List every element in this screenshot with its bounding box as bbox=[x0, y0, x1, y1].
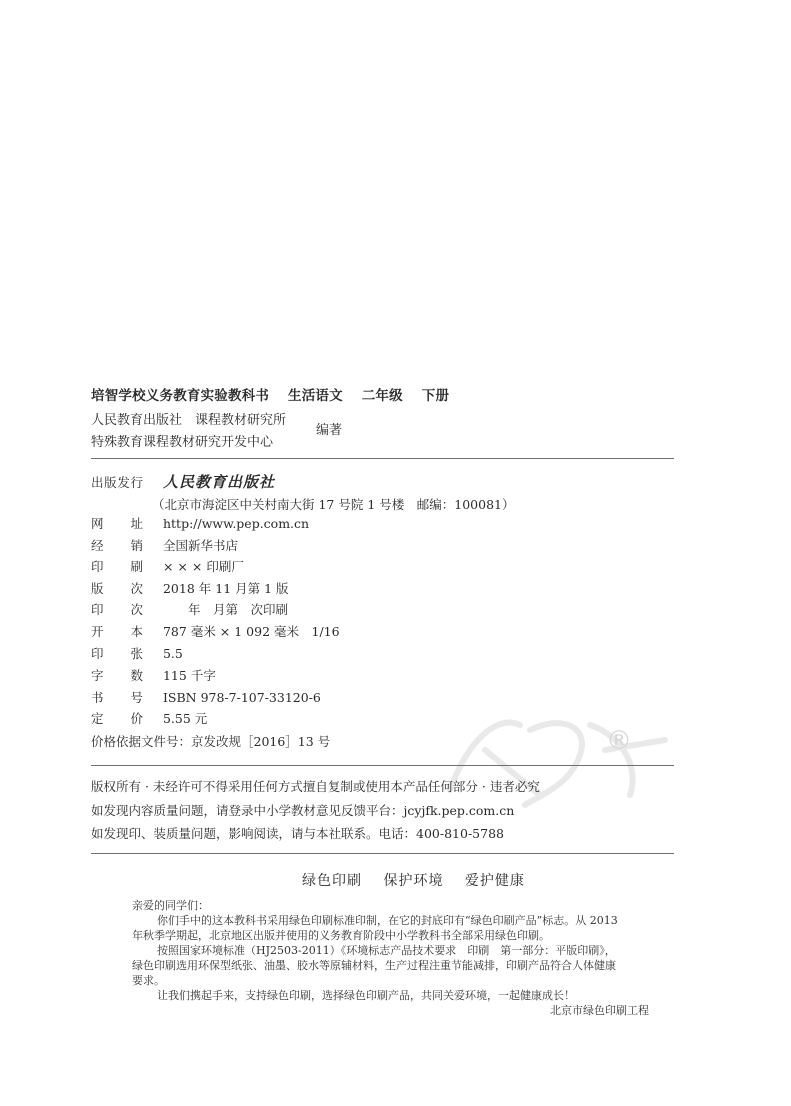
book-title-line bbox=[91, 384, 463, 404]
letter-paragraph-line: 你们手中的这本教科书采用绿色印刷标准印制，在它的封底印有“绿色印刷产品”标志。从 2013 bbox=[157, 914, 618, 927]
imprint-row bbox=[91, 666, 216, 686]
imprint-value: 5.5 bbox=[162, 646, 183, 661]
imprint-label: 印 刷 bbox=[91, 559, 143, 574]
slogan-item: 保护环境 bbox=[383, 873, 444, 889]
imprint-label: 印 次 bbox=[91, 602, 143, 617]
registered-trademark-icon: ® bbox=[606, 726, 632, 756]
imprint-row bbox=[91, 557, 244, 577]
publisher-line-1: 人民教育出版社 课程教材研究所 bbox=[91, 413, 287, 428]
divider-2 bbox=[91, 765, 674, 766]
letter-paragraph-line: 按照国家环境标准（HJ2503-2011）《环境标志产品技术要求 印刷 第一部分：平版印刷》， bbox=[157, 944, 616, 957]
imprint-label: 印 张 bbox=[91, 646, 143, 661]
imprint-label: 网 址 bbox=[91, 516, 143, 531]
imprint-value: 787 毫米 × 1 092 毫米 1/16 bbox=[162, 624, 340, 639]
imprint-row bbox=[91, 579, 289, 599]
slogan-item: 绿色印刷 bbox=[302, 873, 362, 889]
imprint-value: ISBN 978-7-107-33120-6 bbox=[162, 690, 321, 705]
volume: 下册 bbox=[421, 388, 450, 404]
imprint-value: http://www.pep.com.cn bbox=[162, 516, 310, 531]
watermark-logo bbox=[430, 695, 680, 815]
publisher-row bbox=[91, 472, 275, 492]
letter-signature: 北京市绿色印刷工程 bbox=[550, 1004, 649, 1017]
imprint-row bbox=[91, 622, 340, 642]
editor-label: 编著 bbox=[316, 423, 343, 438]
imprint-label: 经 销 bbox=[91, 538, 143, 553]
publisher-address: （北京市海淀区中关村南大街 17 号院 1 号楼 邮编：100081） bbox=[152, 497, 515, 512]
publisher-logo: 人民教育出版社 bbox=[162, 473, 275, 491]
slogan-item: 爱护健康 bbox=[464, 873, 525, 889]
imprint-value: × × × 印刷厂 bbox=[162, 559, 244, 574]
imprint-label: 定 价 bbox=[91, 711, 143, 726]
imprint-value: 5.55 元 bbox=[162, 711, 208, 726]
imprint-row bbox=[91, 514, 309, 534]
imprint-label: 版 次 bbox=[91, 581, 143, 596]
imprint-value: 2018 年 11 月第 1 版 bbox=[162, 581, 289, 596]
imprint-row bbox=[91, 600, 288, 620]
imprint-row bbox=[91, 644, 183, 664]
divider-3 bbox=[91, 853, 674, 854]
price-basis: 价格依据文件号：京发改规［2016］13 号 bbox=[91, 734, 331, 749]
letter-paragraph-line: 绿色印刷选用环保型纸张、油墨、胶水等原辅材料，生产过程注重节能减排，印刷产品符合人体健康 bbox=[132, 959, 616, 972]
print-quality-contact: 如发现印、装质量问题，影响阅读，请与本社联系。电话：400-810-5788 bbox=[91, 826, 504, 841]
imprint-label: 字 数 bbox=[91, 668, 143, 683]
copyright-notice: 版权所有 · 未经许可不得采用任何方式擅自复制或使用本产品任何部分 · 违者必究 bbox=[91, 779, 540, 794]
publisher-label: 出版发行 bbox=[91, 475, 143, 490]
letter-paragraph-line: 年秋季学期起，北京地区出版并使用的义务教育阶段中小学教科书全部采用绿色印刷。 bbox=[132, 929, 550, 942]
imprint-value: 115 千字 bbox=[162, 668, 216, 683]
imprint-label: 书 号 bbox=[91, 690, 143, 705]
imprint-row bbox=[91, 536, 238, 556]
imprint-row bbox=[91, 709, 207, 729]
green-print-slogan bbox=[302, 870, 541, 890]
imprint-label: 开 本 bbox=[91, 624, 143, 639]
series-title: 培智学校义务教育实验教科书 bbox=[91, 388, 270, 404]
letter-paragraph-line: 让我们携起手来，支持绿色印刷，选择绿色印刷产品，共同关爱环境，一起健康成长！ bbox=[157, 989, 575, 1002]
imprint-value: 全国新华书店 bbox=[162, 538, 238, 553]
publisher-line-2: 特殊教育课程教材研究开发中心 bbox=[91, 435, 274, 450]
imprint-row bbox=[91, 688, 321, 708]
imprint-value: 年 月第 次印刷 bbox=[162, 602, 288, 617]
letter-greeting: 亲爱的同学们： bbox=[132, 899, 209, 912]
grade: 二年级 bbox=[361, 388, 403, 404]
divider-1 bbox=[91, 458, 674, 459]
letter-paragraph-line: 要求。 bbox=[132, 974, 165, 987]
content-feedback: 如发现内容质量问题，请登录中小学教材意见反馈平台：jcyjfk.pep.com.cn bbox=[91, 803, 515, 818]
subject: 生活语文 bbox=[288, 388, 343, 404]
